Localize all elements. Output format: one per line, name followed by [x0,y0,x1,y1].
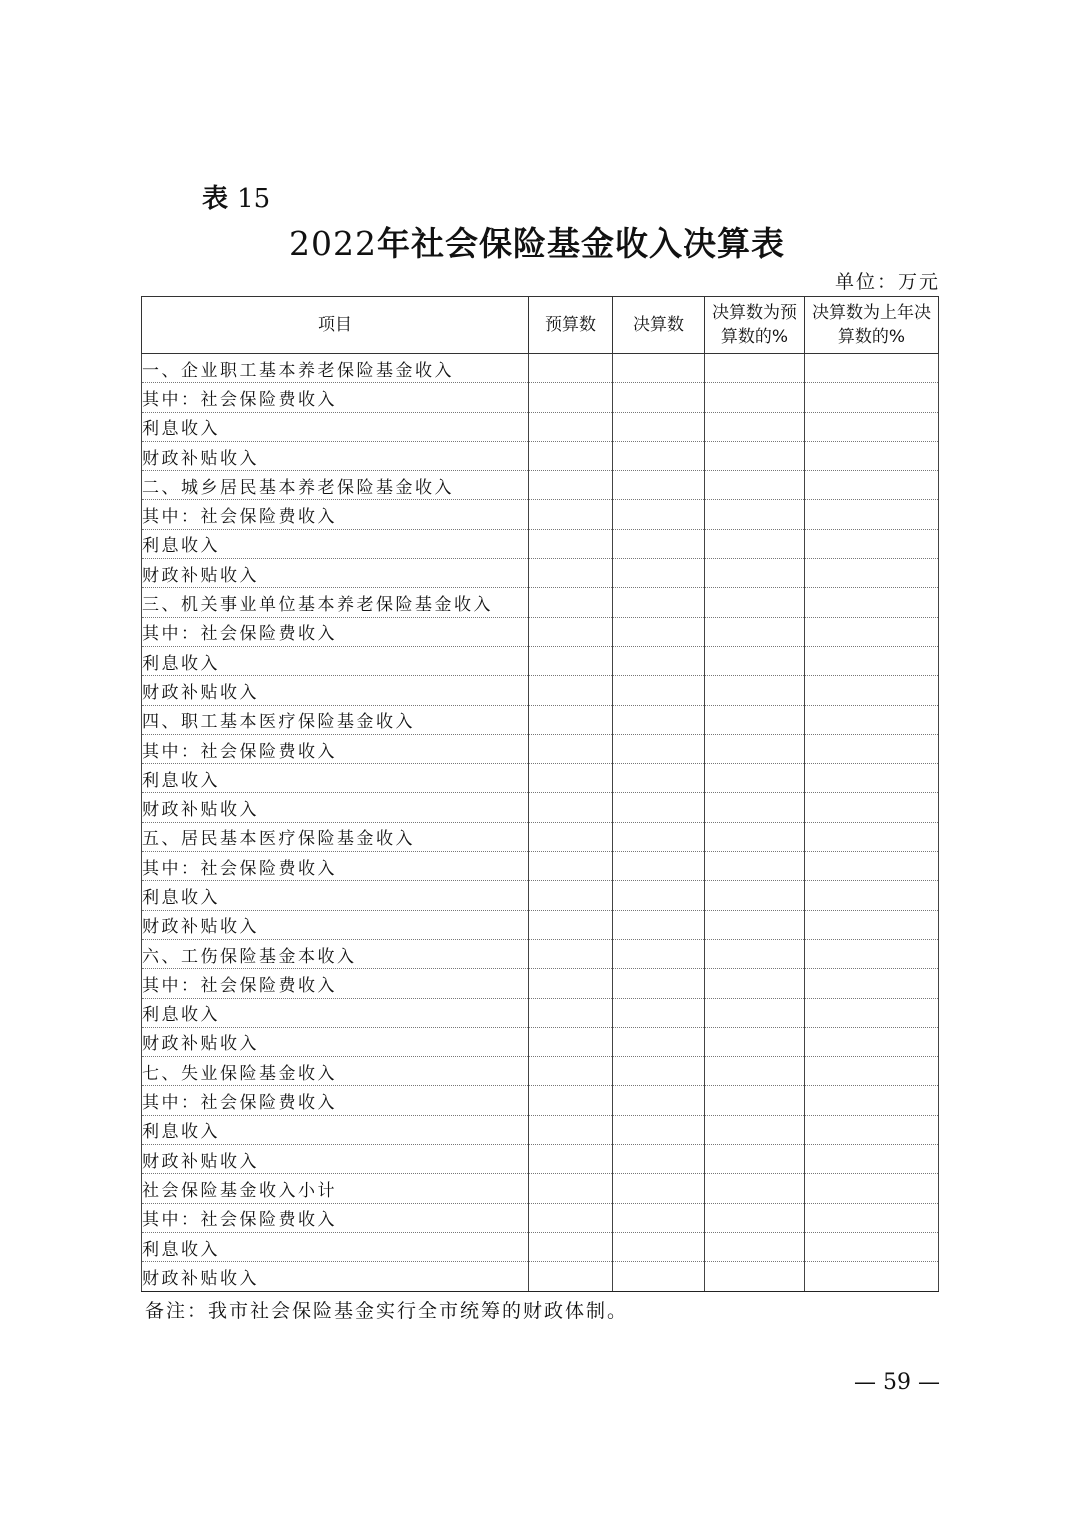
value-cell [805,559,939,588]
value-cell [705,1262,805,1291]
table-row [142,705,939,734]
table-row [142,1232,939,1261]
value-cell [805,588,939,617]
value-cell [529,1174,613,1203]
value-cell [805,471,939,500]
value-cell [529,617,613,646]
value-cell [613,910,705,939]
row-label: 财政补贴收入 [142,559,529,588]
value-cell [613,676,705,705]
table-number-value: 15 [237,184,271,214]
table-row [142,998,939,1027]
row-label: 利息收入 [142,646,529,675]
value-cell [805,793,939,822]
row-label: 利息收入 [142,412,529,441]
value-cell [613,471,705,500]
value-cell [613,588,705,617]
value-cell [705,676,805,705]
row-label: 其中：社会保险费收入 [142,734,529,763]
value-cell [805,383,939,412]
value-cell [805,705,939,734]
value-cell [805,910,939,939]
table-row [142,1115,939,1144]
table-row [142,822,939,851]
value-cell [613,646,705,675]
column-header: 预算数 [529,297,613,354]
value-cell [705,1115,805,1144]
value-cell [705,588,805,617]
row-label: 七、失业保险基金收入 [142,1057,529,1086]
value-cell [705,969,805,998]
value-cell [529,1262,613,1291]
table-row [142,1262,939,1291]
value-cell [529,764,613,793]
table-row [142,1203,939,1232]
value-cell [529,1115,613,1144]
unit-label: 单位：万元 [834,271,940,293]
value-cell [805,354,939,383]
value-cell [529,441,613,470]
column-header: 决算数 [613,297,705,354]
value-cell [705,1232,805,1261]
table-row [142,764,939,793]
value-cell [613,1027,705,1056]
value-cell [805,822,939,851]
row-label: 利息收入 [142,998,529,1027]
value-cell [805,881,939,910]
row-label: 二、城乡居民基本养老保险基金收入 [142,471,529,500]
row-label: 其中：社会保险费收入 [142,969,529,998]
row-label: 利息收入 [142,764,529,793]
row-label: 财政补贴收入 [142,1027,529,1056]
value-cell [613,529,705,558]
value-cell [613,734,705,763]
column-header: 决算数为上年决算数的% [805,297,939,354]
value-cell [805,1115,939,1144]
table-number [202,178,270,215]
title-year: 2022 [289,224,377,263]
table-row [142,939,939,968]
value-cell [529,588,613,617]
table-row [142,354,939,383]
value-cell [613,881,705,910]
table-row [142,441,939,470]
value-cell [705,852,805,881]
value-cell [529,1086,613,1115]
table-row [142,500,939,529]
value-cell [529,822,613,851]
value-cell [613,705,705,734]
value-cell [805,1145,939,1174]
value-cell [705,881,805,910]
value-cell [613,1232,705,1261]
value-cell [705,646,805,675]
value-cell [613,559,705,588]
table-row [142,588,939,617]
value-cell [613,617,705,646]
row-label: 四、职工基本医疗保险基金收入 [142,705,529,734]
footnote: 备注：我市社会保险基金实行全市统筹的财政体制。 [145,1300,629,1322]
value-cell [705,1057,805,1086]
value-cell [805,676,939,705]
table-row [142,529,939,558]
value-cell [705,998,805,1027]
value-cell [613,939,705,968]
value-cell [529,969,613,998]
table-row [142,646,939,675]
table-label: 表 [202,184,229,214]
value-cell [613,500,705,529]
table-row [142,1086,939,1115]
value-cell [805,734,939,763]
value-cell [705,705,805,734]
table-row [142,1057,939,1086]
table-row [142,617,939,646]
value-cell [613,1203,705,1232]
value-cell [805,617,939,646]
table-row [142,1145,939,1174]
value-cell [805,1262,939,1291]
value-cell [705,412,805,441]
value-cell [705,910,805,939]
table-row [142,734,939,763]
value-cell [613,1174,705,1203]
value-cell [705,559,805,588]
table-row [142,559,939,588]
value-cell [529,646,613,675]
row-label: 三、机关事业单位基本养老保险基金收入 [142,588,529,617]
value-cell [613,441,705,470]
value-cell [529,471,613,500]
value-cell [805,969,939,998]
table-row [142,383,939,412]
value-cell [613,969,705,998]
table-row [142,676,939,705]
value-cell [529,354,613,383]
value-cell [613,822,705,851]
value-cell [529,852,613,881]
value-cell [613,1115,705,1144]
table-row [142,1174,939,1203]
value-cell [805,852,939,881]
value-cell [529,383,613,412]
table-row [142,910,939,939]
value-cell [805,1086,939,1115]
value-cell [613,354,705,383]
value-cell [705,1203,805,1232]
value-cell [529,529,613,558]
table-row [142,1027,939,1056]
row-label: 一、企业职工基本养老保险基金收入 [142,354,529,383]
row-label: 其中：社会保险费收入 [142,1086,529,1115]
row-label: 其中：社会保险费收入 [142,1203,529,1232]
value-cell [613,852,705,881]
value-cell [805,646,939,675]
value-cell [805,939,939,968]
value-cell [529,1145,613,1174]
row-label: 财政补贴收入 [142,441,529,470]
value-cell [805,1203,939,1232]
value-cell [805,529,939,558]
title-text: 年社会保险基金收入决算表 [376,224,785,263]
value-cell [529,881,613,910]
table-row [142,412,939,441]
value-cell [705,939,805,968]
value-cell [613,764,705,793]
value-cell [705,471,805,500]
table-body [142,354,939,1292]
value-cell [705,354,805,383]
table-header-row [142,297,939,354]
row-label: 其中：社会保险费收入 [142,500,529,529]
value-cell [805,764,939,793]
value-cell [705,383,805,412]
value-cell [529,734,613,763]
row-label: 利息收入 [142,881,529,910]
value-cell [613,1086,705,1115]
value-cell [529,910,613,939]
value-cell [705,1027,805,1056]
value-cell [705,1086,805,1115]
value-cell [805,1027,939,1056]
table-row [142,969,939,998]
value-cell [805,998,939,1027]
value-cell [613,1057,705,1086]
value-cell [705,500,805,529]
row-label: 利息收入 [142,529,529,558]
page-number: — 59 — [854,1370,940,1395]
value-cell [805,1057,939,1086]
row-label: 财政补贴收入 [142,676,529,705]
row-label: 财政补贴收入 [142,1262,529,1291]
value-cell [805,412,939,441]
value-cell [529,1232,613,1261]
row-label: 其中：社会保险费收入 [142,383,529,412]
value-cell [529,1203,613,1232]
column-header: 项目 [142,297,529,354]
value-cell [613,383,705,412]
value-cell [613,412,705,441]
value-cell [705,764,805,793]
value-cell [613,1145,705,1174]
value-cell [705,1174,805,1203]
value-cell [705,822,805,851]
value-cell [705,441,805,470]
table-row [142,471,939,500]
value-cell [529,705,613,734]
value-cell [529,1027,613,1056]
row-label: 社会保险基金收入小计 [142,1174,529,1203]
row-label: 财政补贴收入 [142,793,529,822]
value-cell [613,1262,705,1291]
value-cell [613,793,705,822]
revenue-table [141,296,939,1292]
table-row [142,881,939,910]
value-cell [529,412,613,441]
value-cell [529,559,613,588]
value-cell [705,793,805,822]
row-label: 五、居民基本医疗保险基金收入 [142,822,529,851]
value-cell [529,793,613,822]
value-cell [705,734,805,763]
value-cell [529,998,613,1027]
table-row [142,793,939,822]
value-cell [529,1057,613,1086]
column-header: 决算数为预算数的% [705,297,805,354]
value-cell [613,998,705,1027]
row-label: 其中：社会保险费收入 [142,617,529,646]
value-cell [805,1232,939,1261]
row-label: 其中：社会保险费收入 [142,852,529,881]
value-cell [705,529,805,558]
row-label: 六、工伤保险基金本收入 [142,939,529,968]
value-cell [805,1174,939,1203]
row-label: 财政补贴收入 [142,1145,529,1174]
row-label: 利息收入 [142,1115,529,1144]
value-cell [529,676,613,705]
value-cell [529,500,613,529]
value-cell [705,1145,805,1174]
page-title [0,218,1074,265]
value-cell [805,441,939,470]
table-row [142,852,939,881]
row-label: 财政补贴收入 [142,910,529,939]
value-cell [705,617,805,646]
value-cell [529,939,613,968]
value-cell [805,500,939,529]
row-label: 利息收入 [142,1232,529,1261]
